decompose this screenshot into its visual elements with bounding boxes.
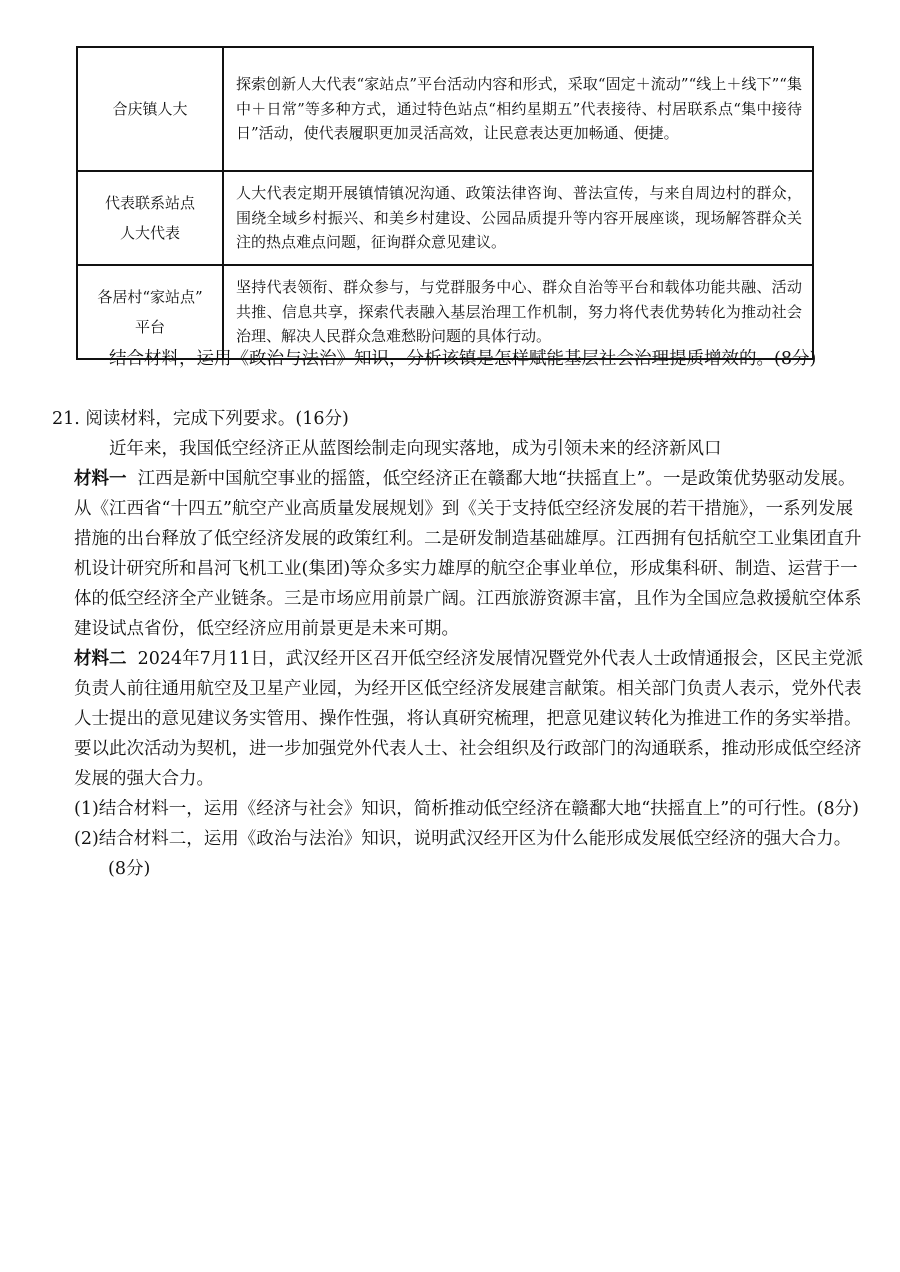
- material-1: [74, 464, 864, 644]
- table-row: [77, 171, 813, 265]
- material-1-text: 江西是新中国航空事业的摇篮，低空经济正在赣鄱大地“扶摇直上”。一是政策优势驱动发展。从《江西省“十四五”航空产业高质量发展规划》到《关于支持低空经济发展的若干措施》，一系列发展措施的出台释放了低空经济发展的政策红利。二是研发制造基础雄厚。江西拥有包括航空工业集团直升机设计研究所和昌河飞机工业(集团)等众多实力雄厚的航空企事业单位，形成集科研、制造、运营于一体的低空经济全产业链条。三是市场应用前景广阔。江西旅游资源丰富，且作为全国应急救援航空体系建设试点省份，低空经济应用前景更是未来可期。: [74, 469, 862, 639]
- question-21-heading: 21. 阅读材料，完成下列要求。(16分): [52, 409, 349, 429]
- row-text: 人大代表定期开展镇情镇况沟通、政策法律咨询、普法宣传，与来自周边村的群众，围绕全域乡村振兴、和美乡村建设、公园品质提升等内容开展座谈，现场解答群众关注的热点难点问题，征询群众意见建议。: [223, 171, 813, 265]
- material-2-text: 2024年7月11日，武汉经开区召开低空经济发展情况暨党外代表人士政情通报会，区民主党派负责人前往通用航空及卫星产业园，为经开区低空经济发展建言献策。相关部门负责人表示，党外代表人士提出的意见建议务实管用、操作性强，将认真研究梳理，把意见建议转化为推进工作的务实举措。要以此次活动为契机，进一步加强党外代表人士、社会组织及行政部门的沟通联系，推动形成低空经济发展的强大合力。: [74, 649, 864, 789]
- row-label-line: 人大代表: [119, 224, 180, 242]
- table-row: [77, 47, 813, 171]
- question-20-text: 结合材料，运用《政治与法治》知识，分析该镇是怎样赋能基层社会治理提质增效的。(8分): [109, 349, 817, 369]
- row-label-line: 代表联系站点: [104, 194, 195, 212]
- material-2: [74, 644, 864, 794]
- row-text: 坚持代表领衔、群众参与，与党群服务中心、群众自治等平台和载体功能共融、活动共推、信息共享，探索代表融入基层治理工作机制，努力将代表优势转化为推动社会治理、解决人民群众急难愁盼问题的具体行动。: [223, 265, 813, 359]
- row-label-line: 平台: [134, 318, 165, 336]
- question-20-prompt: [74, 344, 864, 374]
- row-text: 探索创新人大代表“家站点”平台活动内容和形式，采取“固定＋流动”“线上＋线下”“集中＋日常”等多种方式，通过特色站点“相约星期五”代表接待、村居联系点“集中接待日”活动，使代表履职更加灵活高效，让民意表达更加畅通、便捷。: [223, 47, 813, 171]
- question-21: [52, 404, 864, 884]
- representative-table: [76, 46, 814, 360]
- row-label: [77, 47, 223, 171]
- question-21-intro: 近年来，我国低空经济正从蓝图绘制走向现实落地，成为引领未来的经济新风口: [109, 439, 722, 459]
- row-label-line: 合庆镇人大: [112, 100, 188, 118]
- row-label: [77, 171, 223, 265]
- sub-question-1: (1)结合材料一，运用《经济与社会》知识，简析推动低空经济在赣鄱大地“扶摇直上”的可行性。(8分): [74, 799, 859, 819]
- material-1-label: 材料一: [74, 469, 127, 489]
- row-label-line: 各居村“家站点”: [97, 288, 203, 306]
- material-2-label: 材料二: [74, 649, 127, 669]
- sub-question-2: (2)结合材料二，运用《政治与法治》知识，说明武汉经开区为什么能形成发展低空经济的强大合力。(8分): [74, 829, 852, 879]
